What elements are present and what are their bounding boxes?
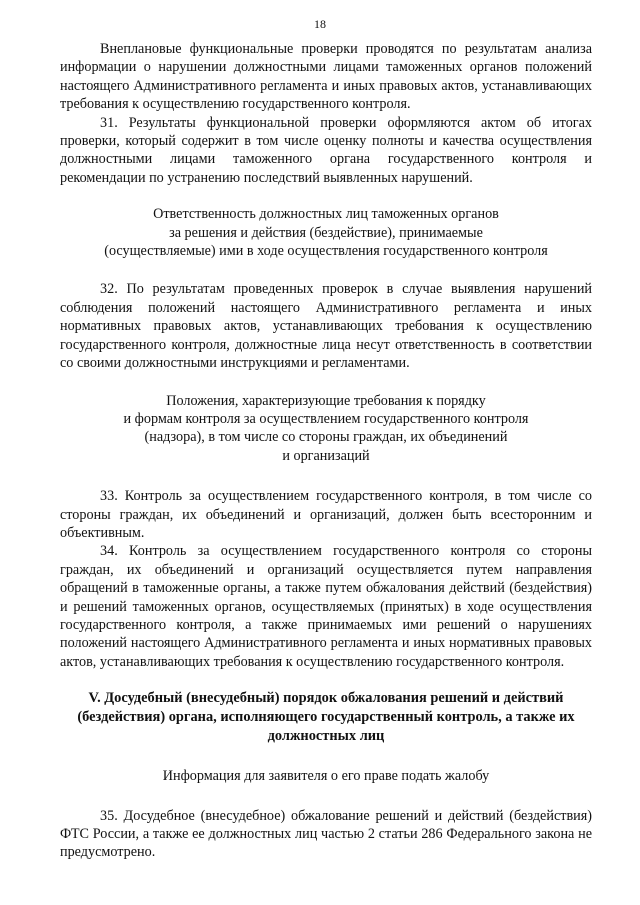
heading-responsibility-line-1: Ответственность должностных лиц таможенных органов [153, 206, 499, 223]
section-5-heading-line-2: (бездействия) органа, исполняющего государственный контроль, а также их [77, 709, 575, 726]
paragraph-33: 33. Контроль за осуществлением государственного контроля, в том числе со стороны граждан, их объединений и организаций, должен быть всесторонним и объективным. [60, 488, 592, 541]
section-5-heading [60, 689, 592, 746]
page-number: 18 [314, 17, 326, 31]
heading-control-forms [60, 392, 592, 466]
paragraph-31: 31. Результаты функциональной проверки оформляются актом об итогах проверки, который содержит в том числе оценку полноты и качества осуществления должностными лицами таможенного органа государственного контроля и рекомендации по устранению последствий выявленных нарушений. [60, 114, 592, 186]
heading-control-forms-line-2: и формам контроля за осуществлением государственного контроля [123, 410, 529, 427]
paragraph-32: 32. По результатам проведенных проверок в случае выявления нарушений соблюдения положений настоящего Административного регламента и иных нормативных правовых актов, устанавливающих требования к осуществлению государственного контроля, должностные лица несут ответственность в соответствии со своими должностными инструкциями и регламентами. [60, 281, 592, 372]
paragraph-unscheduled-checks: Внеплановые функциональные проверки проводятся по результатам анализа информации о нарушении должностными лицами таможенных органов положений настоящего Административного регламента и иных правовых актов, устанавливающих требования к осуществлению государственного контроля. [60, 41, 592, 113]
heading-responsibility [60, 205, 592, 260]
heading-applicant-info: Информация для заявителя о его праве подать жалобу [162, 768, 490, 785]
document-body [60, 40, 592, 862]
paragraph-35: 35. Досудебное (внесудебное) обжалование решений и действий (бездействия) ФТС России, а также ее должностных лиц частью 2 статьи 286 Федерального закона не предусмотрено. [60, 807, 592, 861]
heading-control-forms-line-1: Положения, характеризующие требования к порядку [166, 392, 486, 409]
heading-control-forms-line-4: и организаций [282, 447, 370, 464]
heading-responsibility-line-3: (осуществляемые) ими в ходе осуществления государственного контроля [104, 243, 548, 260]
section-5-heading-line-1: V. Досудебный (внесудебный) порядок обжалования решений и действий [88, 690, 564, 707]
paragraph-34: 34. Контроль за осуществлением государственного контроля со стороны граждан, их объединений и организаций осуществляется путем направления обращений в таможенные органы, а также путем обжалования действий (бездействия) и решений таможенных органов, осуществляемых (принятых) в ходе осуществления государственного контроля, а также принимаемых ими решений о нарушениях положений настоящего Административного регламента и иных нормативных правовых актов, устанавливающих требования к осуществлению государственного контроля. [60, 543, 592, 670]
heading-responsibility-line-2: за решения и действия (бездействие), принимаемые [169, 224, 483, 241]
section-5-heading-line-3: должностных лиц [267, 728, 385, 745]
heading-control-forms-line-3: (надзора), в том числе со стороны граждан, их объединений [144, 429, 508, 446]
